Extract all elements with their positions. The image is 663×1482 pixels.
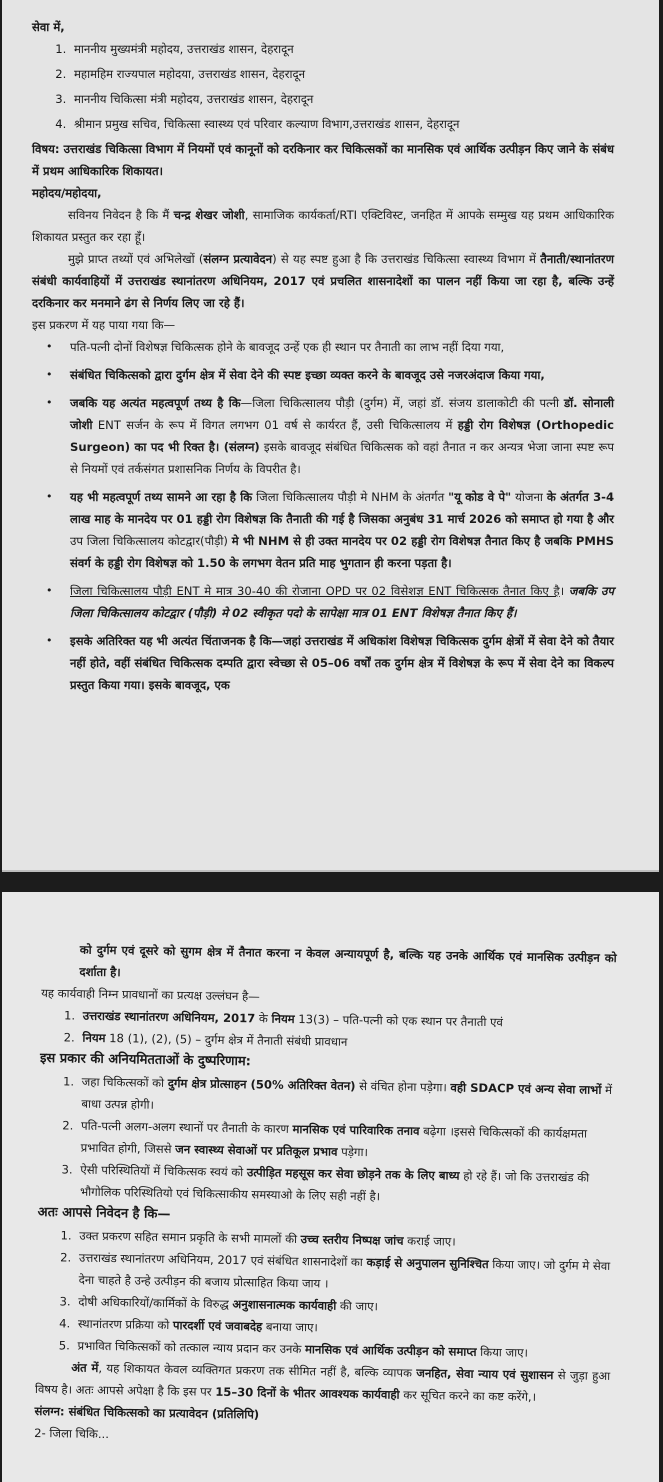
text-segment: अतः आपसे निवेदन है कि—	[37, 1204, 171, 1223]
text-segment: यह भी महत्वपूर्ण तथ्य सामने आ रहा है कि	[70, 490, 253, 504]
text-segment: ENT सर्जन के रूप में विगत लगभग 01 वर्ष से कार्यरत हैं, उसी चिकित्सालय में	[92, 418, 458, 432]
list-item: 4. श्रीमान प्रमुख सचिव, चिकित्सा स्वास्थ्य एवं परिवार कल्याण विभाग,उत्तराखंड शासन, देहरादून	[70, 113, 614, 135]
text-segment: , यह शिकायत केवल व्यक्तिगत प्रकरण तक सीमित नहीं है, बल्कि व्यापक	[98, 1360, 417, 1380]
letter-page-1	[2, 0, 659, 872]
text-segment: पति-पत्नी दोनों विशेषज्ञ चिकित्सक होने के बावजूद उन्हें एक ही स्थान पर तैनाती का लाभ नहीं दिया गया,	[70, 340, 505, 354]
text-segment: के अंतर्गत 3-4 लाख माह के मानदेय पर 01 हड्डी रोग विशेषज्ञ कि तैनाती की गई है जिसका अनुबंध 31 मार्च 2026 को समाप्त हो गया है और	[70, 490, 615, 526]
text-segment: कड़ाई से अनुपालन सुनिश्चित	[366, 1255, 489, 1272]
text-segment: जहा चिकित्सकों को	[81, 1074, 168, 1090]
text-segment: जन स्वास्थ्य सेवाओं पर प्रतिकूल प्रभाव	[175, 1142, 338, 1159]
text-segment: मुझे प्राप्त तथ्यों एवं अभिलेखों (	[68, 252, 204, 266]
subject	[32, 138, 614, 182]
facts-paragraph	[32, 248, 614, 314]
list-item	[32, 486, 614, 574]
text-segment: अनुशासनात्मक कार्यवाही	[232, 1297, 337, 1313]
text-segment: बनाया जाए।	[262, 1319, 318, 1335]
list-item: 3. माननीय चिकित्सा मंत्री महोदय, उत्तराखंड शासन, देहरादून	[70, 88, 614, 110]
text-segment: पति-पत्नी अलग-अलग स्थानों पर तैनाती के कारण	[80, 1118, 293, 1136]
text-segment: —जिला चिकित्सालय पौड़ी (दुर्गम) में, जहां डॉ. संजय डालाकोटी की पत्नी	[240, 396, 564, 410]
text-segment: योजना	[511, 490, 547, 504]
text-segment: कर सूचित करने का कष्ट करेंगे,।	[399, 1387, 537, 1404]
text-segment: उत्तराखंड स्थानांतरण अधिनियम, 2017 एवं संबंधित शासनादेशों का	[78, 1250, 367, 1270]
text-segment: प्रभावित चिकित्सकों को तत्काल न्याय प्रदान कर उनके	[77, 1338, 306, 1357]
text-segment: किया जाए। जो दुर्गम मे सेवा देना चाहते है उन्हे उत्पीड़न की बजाय प्रोत्साहित किया जाय ।	[78, 1257, 611, 1291]
text-segment: ) से यह स्पष्ट हुआ है कि उत्तराखंड चिकित्सा स्वास्थ्य विभाग में	[272, 252, 541, 266]
text-segment: सेवा में,	[32, 20, 65, 34]
list-item	[32, 392, 614, 480]
text-segment: नियम	[271, 1011, 295, 1026]
text-segment: उक्त प्रकरण सहित समान प्रकृति के सभी मामलों की	[79, 1228, 301, 1247]
text-segment: जबकि उप जिला चिकित्सालय कोटद्वार (पौड़ी) मे 02 स्वीकृत पदो के सापेक्षा मात्र 01 ENT विशेषज्ञ तैनात किए हैं।	[70, 584, 614, 620]
text-segment: उत्तराखंड स्थानांतरण अधिनियम, 2017	[82, 1008, 256, 1026]
text-segment: उत्पीड़ित महसूस कर सेवा छोड़ने तक के लिए बाध्य	[246, 1165, 460, 1183]
text-segment: नियम	[82, 1030, 106, 1046]
recipient-list	[32, 38, 614, 135]
text-segment: वही SDACP एवं अन्य सेवा लाभों	[450, 1080, 602, 1097]
text-segment: मानसिक एवं आर्थिक उत्पीड़न को समाप्त	[304, 1342, 477, 1359]
text-segment: 18 (1), (2), (5) – दुर्गम क्षेत्र में तैनाती संबंधी प्रावधान	[105, 1031, 348, 1049]
text-segment: में बाधा उत्पन्न होगी।	[81, 1082, 613, 1112]
text-segment: जबकि यह अत्यंत महत्वपूर्ण तथ्य है कि	[70, 396, 241, 410]
text-segment: इसके अतिरिक्त यह भी अत्यंत चिंताजनक है कि—जहां उत्तराखंड में अधिकांश विशेषज्ञ चिकित्सक दुर्गम क्षेत्रों में सेवा देने को तैयार नहीं होते, वहीं संबंधित चिकित्सक दम्पति द्वारा स्वेच्छा से 05–06 वर्षों तक दुर्गम क्षेत्र में विशेषज्ञ के रूप में सेवा देने का विकल्प प्रस्तुत किया गया। इसके बावजूद, एक	[70, 634, 614, 692]
list-item: 1. माननीय मुख्यमंत्री महोदय, उत्तराखंड शासन, देहरादून	[70, 38, 614, 60]
text-segment: किया जाए।	[476, 1344, 529, 1360]
text-segment: इस प्रकरण में यह पाया गया कि—	[32, 318, 176, 332]
text-segment: संलग्न प्रत्यावेदन	[203, 252, 273, 266]
text-segment: संबंधित चिकित्सको द्वारा दुर्गम क्षेत्र में सेवा देने की स्पष्ट इच्छा व्यक्त करने के बावजूद उसे नजरअंदाज किया गया,	[70, 368, 545, 382]
text-segment: संलग्न: संबंधित चिकित्सको का प्रत्यावेदन (प्रतिलिपि)	[34, 1403, 260, 1422]
text-segment: ।	[559, 584, 569, 598]
text-segment: के	[255, 1011, 272, 1026]
text-segment: दोषी अधिकारियों/कार्मिकों के विरुद्ध	[78, 1294, 233, 1312]
text-segment: मानसिक एवं पारिवारिक तनाव	[292, 1121, 420, 1138]
text-segment: जनहित, सेवा न्याय एवं सुशासन	[416, 1365, 554, 1383]
text-segment: स्थानांतरण प्रक्रिया को	[77, 1316, 174, 1333]
text-segment: , सामाजिक कार्यकर्ता/RTI एक्टिविस्ट, जनहित में आपके सम्मुख यह प्रथम आधिकारिक शिकायत प्रस्तुत कर रहा हूँ।	[32, 208, 615, 244]
consequences-list	[38, 1070, 615, 1211]
text-segment: से वंचित होना पड़ेगा।	[355, 1078, 451, 1095]
text-segment: 15–30 दिनों के भीतर आवश्यक कार्यवाही	[215, 1384, 400, 1402]
list-item	[32, 364, 614, 386]
text-segment: इस प्रकार की अनियमितताओं के दुष्परिणाम:	[39, 1050, 251, 1070]
address	[32, 182, 614, 204]
text-segment: दुर्गम क्षेत्र प्रोत्साहन (50% अतिरिक्त वेतन)	[167, 1075, 356, 1093]
list-item: 2. महामहिम राज्यपाल महोदया, उत्तराखंड शासन, देहरादून	[70, 63, 614, 85]
text-segment: चन्द्र शेखर जोशी	[173, 208, 245, 222]
text-segment: को दुर्गम एवं दूसरे को सुगम क्षेत्र में तैनात करना न केवल अन्यायपूर्ण है, बल्कि यह उनके आर्थिक एवं मानसिक उत्पीड़न को दर्शाता है।	[79, 942, 617, 980]
list-item	[32, 630, 614, 696]
text-segment: जिला चिकित्सालय पौड़ी ENT मे मात्र 30-40 की रोजाना OPD पर 02 विसेशज्ञ ENT चिकित्सक तैनात किए है	[70, 584, 560, 598]
text-segment: डॉ. सोनाली जोशी	[70, 396, 614, 432]
text-segment: अंत में	[71, 1360, 99, 1375]
text-segment: यह कार्यवाही निम्न प्रावधानों का प्रत्यक्ष उल्लंघन है—	[41, 985, 260, 1004]
text-segment: पारदर्शी एवं जवाबदेह	[172, 1318, 263, 1334]
text-segment: 13(3) – पति-पत्नी को एक स्थान पर तैनाती एवं	[294, 1011, 504, 1030]
text-segment: बढ़ेगा ।इससे चिकित्सकों की कार्यक्षमता प्रभावित होगी, जिससे	[80, 1123, 588, 1157]
letter-page-2	[2, 892, 659, 1482]
list-item	[32, 580, 614, 624]
findings-intro	[32, 314, 614, 336]
text-segment: पड़ेगा।	[337, 1144, 369, 1160]
text-segment: महोदय/महोदया,	[32, 186, 102, 200]
text-segment: मे भी NHM से ही उक्त मानदेय पर 02 हड्डी रोग विशेषज्ञ तैनात किए है जबकि PMHS संवर्ग के हड्डी रोग विशेषज्ञ को 1.50 के लगभग वेतन प्रति माह भुगतान ही करना पड़ता है।	[70, 534, 614, 570]
text-segment: हो रहे हैं। जो कि उत्तराखंड की भौगोलिक परिस्थितियो एवं चिकित्साकीय समस्याओ के लिए सही नहीं है।	[79, 1168, 590, 1204]
text-segment: उप जिला चिकित्सालय कोटद्वार(पौड़ी)	[70, 534, 232, 548]
findings-list	[32, 336, 614, 696]
text-segment: की जाए।	[336, 1298, 379, 1314]
text-segment: से जुड़ा हुआ विषय है। अतः आपसे अपेक्षा है कि इस पर	[34, 1368, 611, 1399]
text-segment: तैनाती/स्थानांतरण संबंधी कार्यवाहियों में उत्तराखंड स्थानांतरण अधिनियम, 2017 एवं प्रचलित शासनादेशों का पालन नहीं किया जा रहा है, बल्कि उन्हें दरकिनार कर मनमाने ढंग से निर्णय लिए जा रहे हैं।	[32, 252, 614, 310]
text-segment: ऐसी परिस्थितियों में चिकित्सक स्वयं को	[80, 1162, 248, 1180]
text-segment: हड्डी रोग विशेषज्ञ (Orthopedic Surgeon) का पद भी रिक्त है। (संलग्न)	[70, 418, 614, 454]
text-segment: विषय: उत्तराखंड चिकित्सा विभाग में नियमों एवं कानूनों को दरकिनार कर चिकित्सकों का मानसिक एवं आर्थिक उत्पीड़न किए जाने के संबंध में प्रथम आधिकारिक शिकायत।	[32, 142, 614, 178]
salutation	[32, 16, 614, 38]
text-segment: इसके बावजूद संबंधित चिकित्सक को वहां तैनात न कर अन्यत्र भेजा जाना स्पष्ट रूप से नियमों एवं तर्कसंगत प्रशासनिक निर्णय के विपरीत है।	[70, 440, 614, 476]
list-item	[32, 336, 614, 358]
text-segment: उच्च स्तरीय निष्पक्ष जांच	[300, 1232, 404, 1248]
text-segment: जिला चिकित्सालय पौड़ी मे NHM के अंतर्गत	[252, 490, 449, 504]
intro-paragraph	[32, 204, 614, 248]
requests-list	[35, 1224, 612, 1365]
text-segment: "यू कोड वे पे"	[448, 490, 512, 504]
text-segment: 2- जिला चिकि...	[34, 1425, 110, 1442]
text-segment: कराई जाए।	[403, 1233, 456, 1249]
text-segment: सविनय निवेदन है कि मैं	[68, 208, 174, 222]
